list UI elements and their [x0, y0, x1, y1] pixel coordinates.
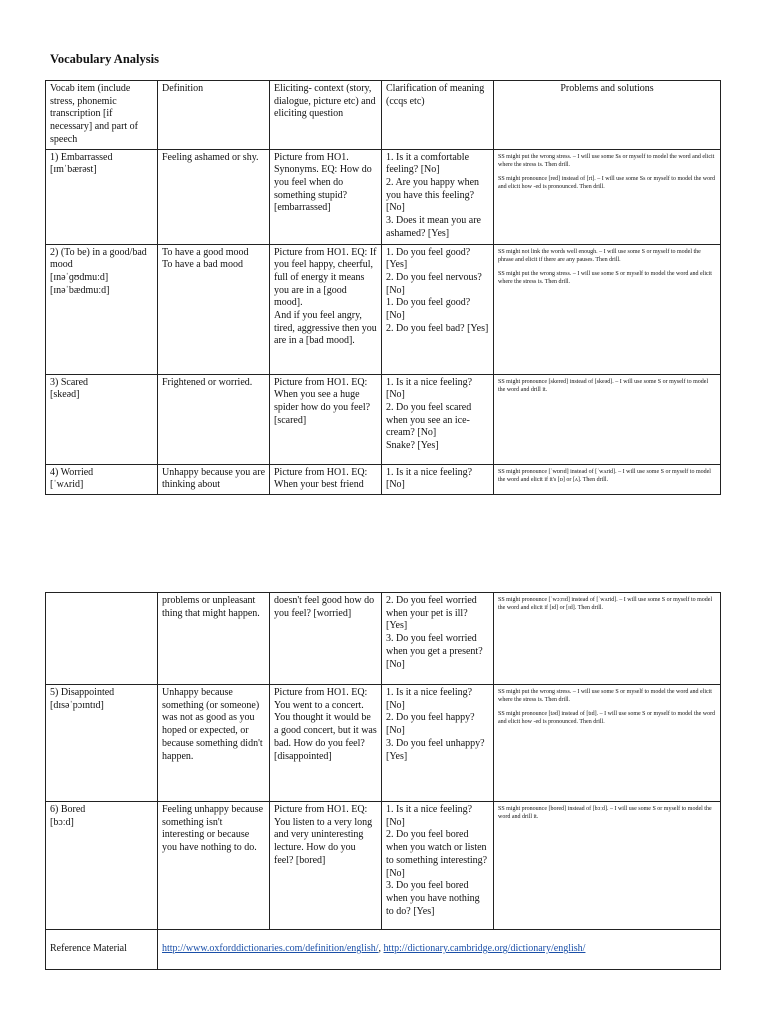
cell-line: 2. Do you feel scared when you see an ice-cream? [No]: [386, 401, 472, 439]
cell-line: 2. Do you feel happy? [No]: [386, 712, 475, 737]
cell-definition: [158, 464, 270, 494]
header-clarification: Clarification of meaning (ccqs etc): [382, 81, 494, 150]
vocabulary-table-part-2: [45, 592, 721, 970]
cell-line: 3. Does it mean you are ashamed? [Yes]: [386, 215, 481, 239]
cell-line: Picture from HO1. EQ: You went to a concert. You thought it would be a good concert, but it was bad. How do you feel? [disappointed]: [274, 687, 377, 762]
cell-line: [ˈwʌrid]: [50, 479, 84, 491]
cell-line: Unhappy because something (or someone) was not as good as you hoped or expected, or because something didn't happen.: [162, 687, 263, 762]
cell-definition: [158, 374, 270, 464]
cell-line: 1. Is it a nice feeling? [No]: [386, 376, 473, 401]
cell-vocab: [46, 149, 158, 244]
cell-line: 1. Do you feel good? [No]: [386, 297, 471, 322]
cell-line: 2. Are you happy when you have this feeling? [No]: [386, 176, 480, 214]
cell-line: Feeling unhappy because something isn't interesting or because you have nothing to do.: [162, 804, 264, 854]
cell-line: 1. Is it a nice feeling? [No]: [386, 804, 473, 828]
table-row: [46, 244, 721, 374]
cell-vocab: [46, 802, 158, 930]
header-definition: Definition: [158, 81, 270, 150]
cell-definition: [158, 244, 270, 374]
reference-row: [46, 930, 721, 970]
cell-line: [skeəd]: [50, 389, 80, 401]
cell-line: SS might not link the words well enough. – I will use some S or myself to model the phrase and elicit if there are any pauses. Then drill.: [498, 248, 701, 263]
cambridge-dictionary-link[interactable]: http://dictionary.cambridge.org/dictionary/english/: [383, 943, 586, 955]
cell-eliciting: [270, 149, 382, 244]
cell-line: Picture from HO1. EQ: If you feel happy, cheerful, full of energy it means you are in a [good mood].: [274, 246, 377, 309]
cell-problems: [494, 593, 721, 685]
cell-definition: [158, 593, 270, 685]
cell-line: 3. Do you feel unhappy? [Yes]: [386, 737, 485, 762]
cell-line: To have a bad mood: [162, 259, 243, 271]
cell-line: SS might pronounce [red] instead of [rt]. – I will use some Ss or myself to model the word and elicit how -ed is pronounced. Then drill.: [498, 175, 716, 190]
cell-line: 3. Do you feel bored when you have nothing to do? [Yes]: [386, 880, 480, 917]
cell-line: Snake? [Yes]: [386, 440, 439, 452]
cell-vocab: [46, 593, 158, 685]
cell-line: 2) (To be) in a good/bad mood: [50, 246, 147, 271]
cell-line: SS might pronounce [bored] instead of [bɔːd]. – I will use some S or myself to model the word and drill it.: [498, 806, 712, 820]
cell-line: SS might pronounce [ˈwɔːrɪd] instead of [ˈwʌrid]. – I will use some S or myself to model the word and elicit if [ɪd] or [ɪd]. Then drill.: [498, 597, 713, 611]
cell-line: 2. Do you feel bored when you watch or listen to something interesting? [No]: [386, 829, 488, 879]
cell-line: 2. Do you feel bad? [Yes]: [386, 322, 489, 334]
cell-line: SS might put the wrong stress. – I will use some S or myself to model the word and elicit where the stress is. Then drill.: [498, 689, 712, 703]
cell-eliciting: [270, 374, 382, 464]
cell-clarification: [382, 685, 494, 802]
cell-vocab: [46, 244, 158, 374]
cell-line: 1) Embarrassed: [50, 151, 113, 163]
cell-clarification: [382, 802, 494, 930]
cell-line: Unhappy because you are thinking about: [162, 466, 266, 491]
table-row: [46, 149, 721, 244]
cell-line: Picture from HO1. Synonyms. EQ: How do you feel when do something stupid? [embarrassed]: [274, 151, 372, 214]
cell-line: 1. Is it a nice feeling? [No]: [386, 687, 473, 711]
cell-line: And if you feel angry, tired, aggressive then you are in a [bad mood].: [274, 310, 377, 347]
cell-clarification: [382, 244, 494, 374]
cell-eliciting: [270, 685, 382, 802]
table-row: [46, 802, 721, 930]
cell-eliciting: [270, 464, 382, 494]
cell-line: 5) Disappointed: [50, 687, 115, 698]
cell-line: 1. Is it a nice feeling? [No]: [386, 466, 473, 491]
cell-eliciting: [270, 802, 382, 930]
cell-clarification: [382, 374, 494, 464]
cell-line: Picture from HO1. EQ: You listen to a very long and very uninteresting lecture. How do you feel? [bored]: [274, 804, 373, 866]
cell-line: [bɔːd]: [50, 816, 74, 828]
cell-line: 1. Is it a comfortable feeling? [No]: [386, 151, 470, 176]
cell-vocab: [46, 374, 158, 464]
cell-vocab: [46, 464, 158, 494]
cell-line: doesn't feel good how do you feel? [worried]: [274, 595, 375, 619]
cell-line: Frightened or worried.: [162, 376, 253, 388]
cell-problems: [494, 685, 721, 802]
cell-line: 3) Scared: [50, 376, 89, 388]
cell-clarification: [382, 464, 494, 494]
cell-line: 2. Do you feel worried when your pet is ill? [Yes]: [386, 595, 477, 632]
cell-problems: [494, 802, 721, 930]
cell-line: SS might put the wrong stress. – I will use some S or myself to model the word and elicit where the stress is. Then drill.: [498, 270, 712, 285]
cell-definition: [158, 149, 270, 244]
cell-line: [dɪsəˈpɔɪntɪd]: [50, 699, 104, 711]
table-row: [46, 464, 721, 494]
header-row: [46, 81, 721, 150]
cell-line: 4) Worried: [50, 466, 94, 478]
cell-line: SS might pronounce [ˈwɒrɪd] instead of [ˈwʌrid]. – I will use some S or myself to model the word and elicit if it's [ɒ] or [ʌ]. Then drill.: [498, 468, 711, 483]
oxford-dictionary-link[interactable]: http://www.oxforddictionaries.com/definition/english/: [162, 943, 379, 955]
cell-clarification: [382, 593, 494, 685]
link-separator: ,: [378, 943, 384, 955]
cell-clarification: [382, 149, 494, 244]
cell-line: problems or unpleasant thing that might happen.: [162, 595, 260, 619]
cell-line: [ɪnəˈbædmuːd]: [50, 284, 110, 296]
cell-line: [ɪnəˈɡʊdmuːd]: [50, 271, 109, 283]
cell-line: Picture from HO1. EQ: When your best friend: [274, 466, 368, 491]
cell-line: SS might pronounce [təd] instead of [tɪd]. – I will use some S or myself to model the word and elicit how -ed is pronounced. Then drill.: [498, 711, 716, 725]
vocabulary-table-part-1: [45, 80, 721, 495]
table-row: [46, 593, 721, 685]
table-row: [46, 685, 721, 802]
cell-line: 6) Bored: [50, 804, 86, 815]
cell-line: 2. Do you feel nervous? [No]: [386, 271, 482, 296]
cell-line: 3. Do you feel worried when you get a present? [No]: [386, 633, 483, 670]
table-row: [46, 374, 721, 464]
cell-line: Picture from HO1. EQ: When you see a huge spider how do you feel? [scared]: [274, 376, 371, 426]
cell-problems: [494, 149, 721, 244]
cell-line: To have a good mood: [162, 246, 249, 258]
cell-problems: [494, 374, 721, 464]
cell-vocab: [46, 685, 158, 802]
cell-eliciting: [270, 244, 382, 374]
cell-problems: [494, 244, 721, 374]
reference-label: Reference Material: [46, 930, 158, 970]
page-title: Vocabulary Analysis: [50, 52, 159, 66]
cell-definition: [158, 802, 270, 930]
cell-definition: [158, 685, 270, 802]
reference-links: [158, 930, 721, 970]
cell-line: [ɪmˈbærəst]: [50, 164, 97, 176]
cell-line: 1. Do you feel good? [Yes]: [386, 246, 471, 271]
cell-line: SS might pronounce [skered] instead of [skeəd]. – I will use some S or myself to model the word and drill it.: [498, 378, 709, 393]
header-eliciting: Eliciting- context (story, dialogue, picture etc) and eliciting question: [270, 81, 382, 150]
cell-eliciting: [270, 593, 382, 685]
header-vocab: Vocab item (include stress, phonemic transcription [if necessary] and part of speech: [46, 81, 158, 150]
header-problems: Problems and solutions: [494, 81, 721, 150]
cell-problems: [494, 464, 721, 494]
cell-line: Feeling ashamed or shy.: [162, 151, 259, 163]
cell-line: SS might put the wrong stress. – I will use some Ss or myself to model the word and elicit where the stress is. Then drill.: [498, 153, 715, 168]
